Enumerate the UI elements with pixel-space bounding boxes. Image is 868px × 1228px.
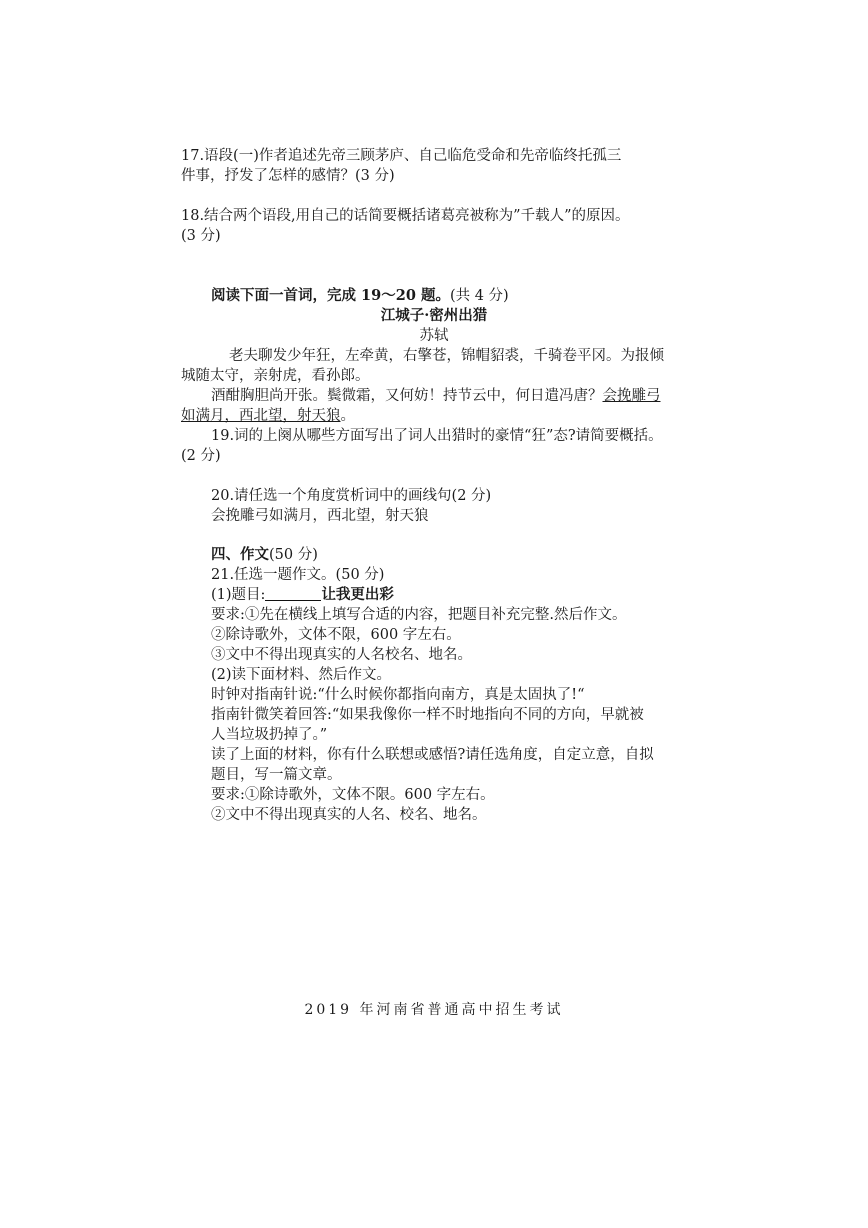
composition-heading-bold: 四、作文: [211, 546, 269, 563]
option2: (2)读下面材料、然后作文。: [211, 667, 392, 683]
stanza2-line2-underlined: 如满月，西北望，射天狼: [181, 408, 341, 424]
q20-line2: 会挽雕弓如满月，西北望，射天狼: [211, 508, 429, 524]
poem-author: 苏轼: [419, 328, 449, 344]
q19-line2: (2 分): [181, 448, 221, 464]
poem-instruction-score: (共 4 分): [449, 288, 509, 304]
option2-requirement-1: 要求:①除诗歌外，文体不限。600 字左右。: [211, 787, 495, 803]
q17-line1: 17.语段(一)作者追述先帝三顾茅庐、自己临危受命和先帝临终托孤三: [181, 148, 622, 164]
option1-prefix: (1)题目:: [211, 587, 266, 603]
option2-requirement-2: ②文中不得出现真实的人名、校名、地名。: [211, 807, 487, 823]
q18-line2: (3 分): [181, 228, 221, 244]
composition-heading: [211, 545, 318, 565]
q19-line1: 19.词的上阕从哪些方面写出了词人出猎时的豪情“狂”态?请简要概括。: [211, 428, 663, 444]
q20-line1: 20.请任选一个角度赏析词中的画线句(2 分): [211, 488, 492, 504]
requirement-3: ③文中不得出现真实的人名校名、地名。: [211, 647, 472, 663]
stanza2-line1-underlined: 会挽雕弓: [602, 388, 661, 404]
poem-instruction-bold: 阅读下面一首词，完成 19～20 题。: [211, 287, 450, 304]
q17-line2: 件事，抒发了怎样的感情？(3 分): [181, 168, 395, 184]
material-line1: 时钟对指南针说:“什么时候你都指向南方，真是太固执了!“: [211, 687, 585, 703]
option1-title: [211, 585, 394, 605]
page-footer: 2019 年河南省普通高中招生考试: [304, 1002, 564, 1018]
stanza1-line2: 城随太守，亲射虎，看孙郎。: [181, 368, 370, 384]
material-line3: 人当垃圾扔掉了。”: [211, 727, 328, 743]
material-line2: 指南针微笑着回答:“如果我像你一样不时地指向不同的方向，早就被: [211, 707, 644, 723]
prompt-line1: 读了上面的材料，你有什么联想或感悟?请任选角度，自定立意，自拟: [211, 747, 654, 763]
stanza2-line2-end: 。: [340, 408, 355, 424]
stanza2-line1-plain: 酒酣胸胆尚开张。鬓微霜，又何妨！持节云中，何日遣冯唐？: [211, 388, 603, 404]
poem-title: 江城子·密州出猎: [380, 307, 488, 324]
stanza1-line1: 老夫聊发少年狂，左牵黄，右擎苍，锦帽貂裘，千骑卷平冈。为报倾: [229, 348, 664, 364]
requirement-1: 要求:①先在横线上填写合适的内容，把题目补充完整.然后作文。: [211, 607, 627, 623]
poem-instruction: [211, 286, 509, 306]
q18-line1: 18.结合两个语段,用自己的话简要概括诸葛亮被称为”千载人”的原因。: [181, 208, 630, 224]
requirement-2: ②除诗歌外，文体不限，600 字左右。: [211, 627, 461, 643]
prompt-line2: 题目，写一篇文章。: [211, 767, 342, 783]
composition-heading-score: (50 分): [269, 547, 318, 563]
stanza2-line2: [181, 406, 355, 426]
stanza2-line1: [211, 386, 661, 406]
q21: 21.任选一题作文。(50 分): [211, 567, 385, 583]
option1-topic: 让我更出彩: [321, 586, 394, 603]
fill-in-blank: [265, 586, 321, 601]
